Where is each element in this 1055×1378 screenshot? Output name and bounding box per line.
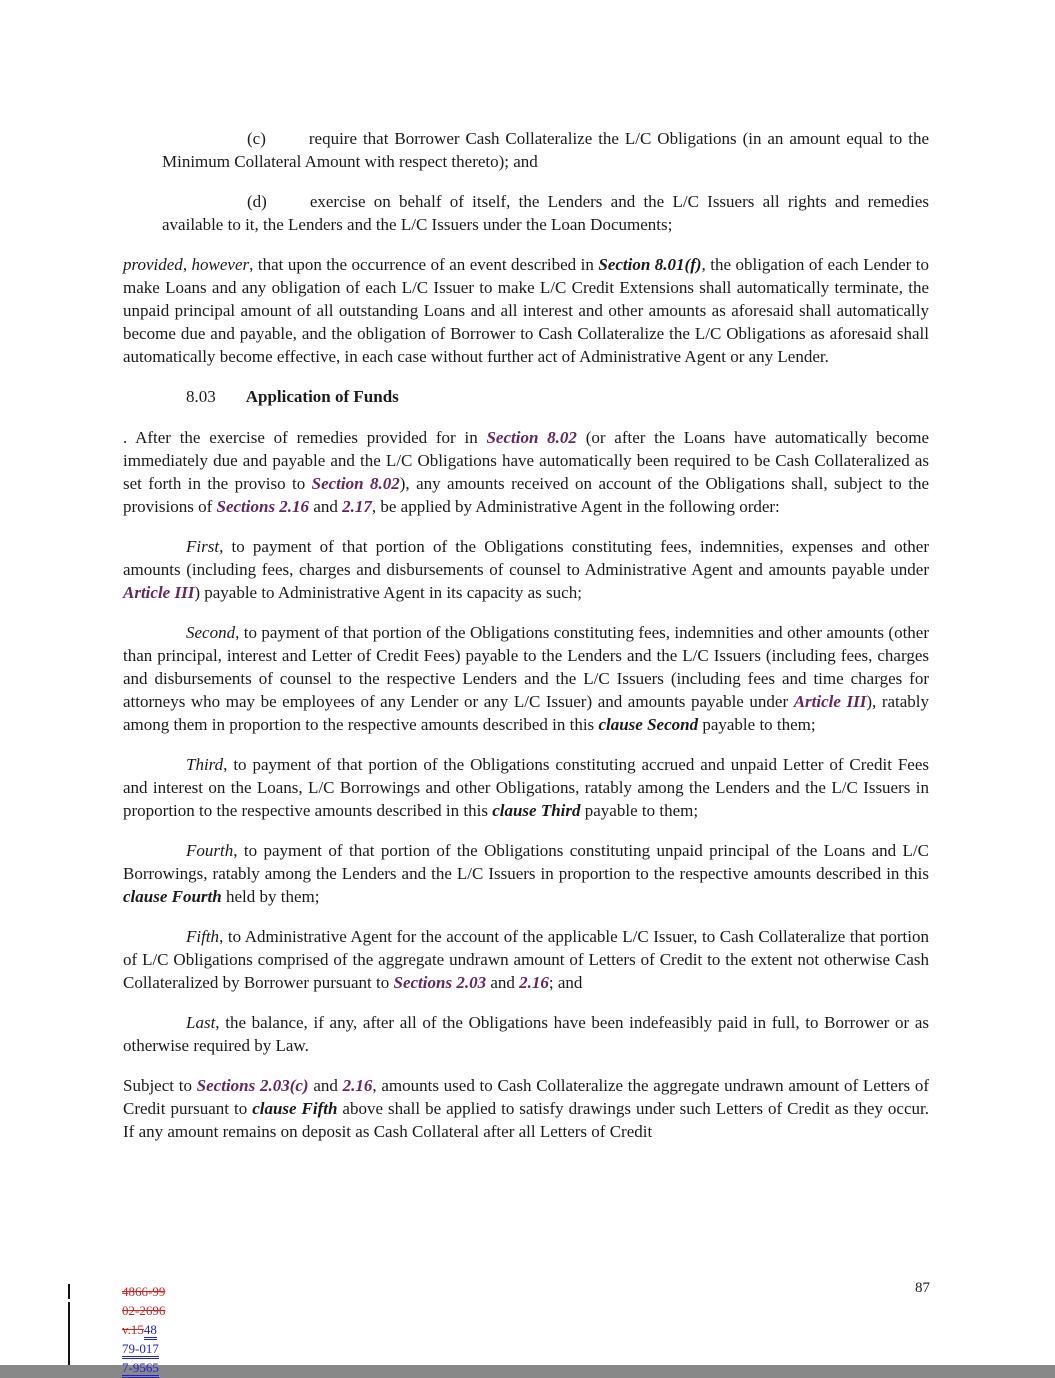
section-reference: Sections 2.03(c) <box>196 1076 309 1095</box>
text-run: ), any amounts received on account of the Obligations shall, subject to the provisions of <box>123 474 929 516</box>
text-run: ), ratably among them in proportion to the respective amounts described in this <box>123 692 930 734</box>
redline-footer <box>122 1282 165 1377</box>
text-run: 8.03 <box>186 387 216 406</box>
redline-footer-line <box>122 1282 165 1301</box>
text-run: above shall be applied to satisfy drawings under such Letters of Credit as they occur. If any amount remains on deposit as Cash Collateral after all Letters of Credit <box>123 1099 929 1141</box>
text-run: clause Third <box>492 801 581 820</box>
section-reference: 2.16 <box>342 1076 373 1095</box>
section-reference: Section 8.02 <box>311 474 400 493</box>
text-run: , be applied by Administrative Agent in the following order: <box>371 497 780 516</box>
text-run: payable to them; <box>580 801 699 820</box>
deleted-text: 4866-99 <box>122 1284 166 1299</box>
text-run: , the obligation of each Lender to make Loans and any obligation of each L/C Issuer to make L/C Credit Extensions shall automatically terminate, the unpaid principal amount of all outstanding Loans and all interest and other amounts as aforesaid shall automatically become due and payable, and the obligation of Borrower to Cash Collateralize the L/C Obligations as aforesaid shall automatically become effective, in each case without further act of Administrative Agent or any Lender. <box>123 255 929 366</box>
text-run: clause Second <box>598 715 699 734</box>
section-heading <box>186 385 929 408</box>
paragraph <box>123 621 929 736</box>
deleted-text: v.15 <box>122 1322 144 1337</box>
redline-footer-line <box>122 1339 165 1358</box>
paragraph <box>123 1074 929 1143</box>
change-bar-segment <box>68 1302 70 1365</box>
text-run: (d) <box>247 192 267 211</box>
text-run: Subject to <box>123 1076 197 1095</box>
section-reference: 2.17 <box>342 497 372 516</box>
deleted-text: 02-2696 <box>122 1303 166 1318</box>
redline-footer-line <box>122 1358 165 1377</box>
text-run: Third <box>186 755 224 774</box>
text-run: require that Borrower Cash Collateralize the L/C Obligations (in an amount equal to the Minimum Collateral Amount with respect thereto); and <box>162 129 929 171</box>
text-run: ; and <box>548 973 583 992</box>
section-reference: Section 8.02 <box>486 428 577 447</box>
redline-footer-line <box>122 1320 165 1339</box>
inserted-text: 48 <box>144 1322 157 1340</box>
text-run: Last <box>186 1013 216 1032</box>
text-run: payable to them; <box>698 715 816 734</box>
document-body <box>123 127 929 1160</box>
text-run: however <box>191 255 250 274</box>
redline-footer-line <box>122 1301 165 1320</box>
inserted-text: 79-017 <box>122 1341 159 1359</box>
text-run: ) payable to Administrative Agent in its capacity as such; <box>194 583 582 602</box>
text-run: provided <box>123 255 183 274</box>
paragraph <box>123 1011 929 1057</box>
text-run: and <box>486 973 520 992</box>
text-run: Section 8.01(f) <box>598 255 702 274</box>
paragraph <box>123 925 929 994</box>
section-reference: Sections 2.03 <box>393 973 487 992</box>
text-run: , <box>182 255 192 274</box>
text-run: Fourth <box>186 841 234 860</box>
section-reference: Sections 2.16 <box>216 497 310 516</box>
paragraph <box>123 535 929 604</box>
text-run: , to Administrative Agent for the account of the applicable L/C Issuer, to Cash Collateralize that portion of L/C Obligations comprised of the aggregate undrawn amount of Letters of Credit to the extent not otherwise Cash Collateralized by Borrower pursuant to <box>123 927 929 992</box>
text-run: exercise on behalf of itself, the Lenders and the L/C Issuers all rights and remedies available to it, the Lenders and the L/C Issuers under the Loan Documents; <box>162 192 929 234</box>
text-run: , that upon the occurrence of an event described in <box>249 255 599 274</box>
text-run: , to payment of that portion of the Obligations constituting fees, indemnities, expenses and other amounts (including fees, charges and disbursements of counsel to Administrative Agent and amounts payable under <box>123 537 929 579</box>
text-run: , to payment of that portion of the Obligations constituting fees, indemnities and other amounts (other than principal, interest and Letter of Credit Fees) payable to the Lenders and the L/C Issuers (including fees, charges and disbursements of counsel to the respective Lenders and the L/C Issuers (including fees and time charges for attorneys who may be employees of any Lender or any L/C Issuer) and amounts payable under <box>123 623 929 711</box>
text-run: , the balance, if any, after all of the Obligations have been indefeasibly paid in full, to Borrower or as otherwise required by Law. <box>123 1013 929 1055</box>
text-run: (c) <box>247 129 266 148</box>
paragraph <box>162 127 929 173</box>
paragraph <box>123 426 929 518</box>
page-number: 87 <box>915 1280 930 1296</box>
text-run: , to payment of that portion of the Obligations constituting accrued and unpaid Letter of Credit Fees and interest on the Loans, L/C Borrowings and other Obligations, ratably among the Lenders and the L/C Issuers in proportion to the respective amounts described in this <box>123 755 929 820</box>
paragraph <box>123 839 929 908</box>
text-run: Application of Funds <box>245 387 399 406</box>
inserted-text: 7-9565 <box>122 1360 159 1378</box>
text-run: First <box>186 537 220 556</box>
change-bar-segment <box>68 1284 70 1299</box>
text-run: Fifth <box>186 927 220 946</box>
text-run: (or after the Loans have automatically become immediately due and payable and the L/C Obligations have automatically been required to be Cash Collateralized as set forth in the proviso to <box>123 428 929 493</box>
paragraph <box>123 253 929 368</box>
text-run: and <box>308 1076 343 1095</box>
text-run: , amounts used to Cash Collateralize the aggregate undrawn amount of Letters of Credit pursuant to <box>123 1076 930 1118</box>
text-run: held by them; <box>221 887 320 906</box>
text-run: , to payment of that portion of the Obligations constituting unpaid principal of the Loans and L/C Borrowings, ratably among the Lenders and the L/C Issuers in proportion to the respective amounts described in this <box>123 841 929 883</box>
text-run: clause Fourth <box>123 887 222 906</box>
text-run: and <box>309 497 343 516</box>
section-reference: Article III <box>793 692 867 711</box>
text-run: Second <box>186 623 236 642</box>
text-run: . After the exercise of remedies provided for in <box>123 428 487 447</box>
section-reference: 2.16 <box>519 973 549 992</box>
paragraph <box>123 753 929 822</box>
paragraph <box>162 190 929 236</box>
text-run: clause Fifth <box>252 1099 338 1118</box>
section-reference: Article III <box>123 583 195 602</box>
